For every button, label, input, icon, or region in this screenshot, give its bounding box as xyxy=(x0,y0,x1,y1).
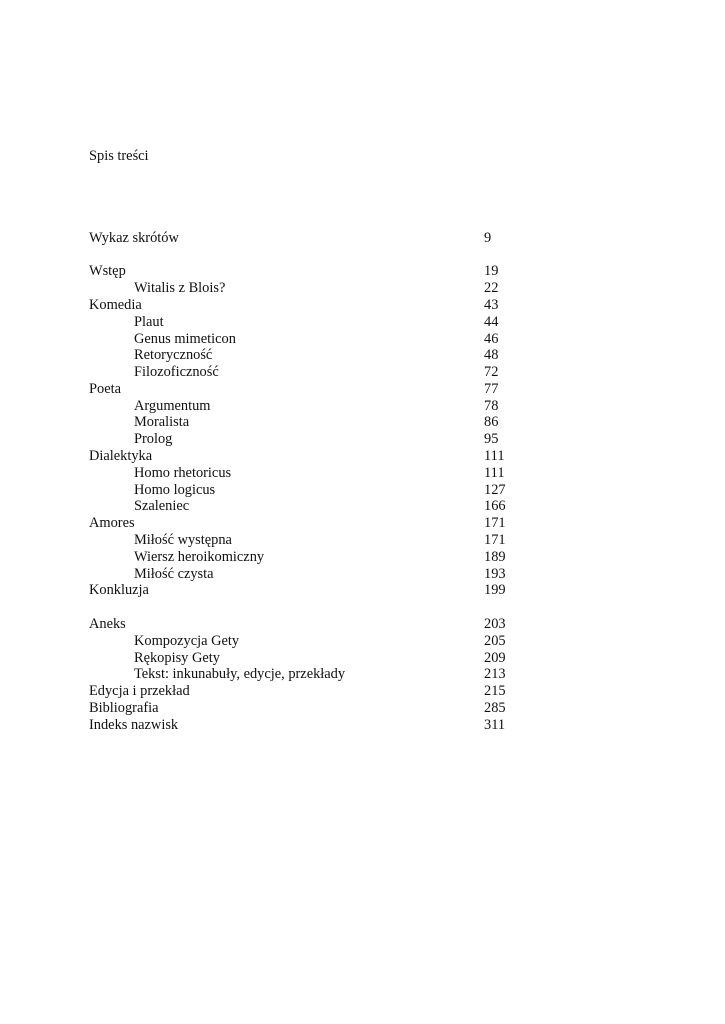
toc-subentry-milosc-czysta xyxy=(0,566,725,583)
toc-entry-label: Konkluzja xyxy=(89,582,149,598)
toc-entry-page: 72 xyxy=(484,364,499,380)
page-title: Spis treści xyxy=(89,148,149,164)
toc-subentry-witalis xyxy=(0,280,725,297)
toc-entry-amores xyxy=(0,515,725,532)
toc-entry-page: 166 xyxy=(484,498,506,514)
toc-subentry-retorycznosc xyxy=(0,347,725,364)
toc-entry-page: 48 xyxy=(484,347,499,363)
toc-entry-label: Szaleniec xyxy=(134,498,190,514)
toc-entry-konkluzja xyxy=(0,582,725,599)
toc-entry-page: 171 xyxy=(484,515,506,531)
toc-entry-poeta xyxy=(0,381,725,398)
toc-entry-page: 111 xyxy=(484,465,505,481)
toc-entry-page: 199 xyxy=(484,582,506,598)
toc-subentry-argumentum xyxy=(0,398,725,415)
toc-subentry-prolog xyxy=(0,431,725,448)
toc-entry-label: Retoryczność xyxy=(134,347,213,363)
toc-entry-page: 311 xyxy=(484,717,506,733)
toc-entry-page: 127 xyxy=(484,482,506,498)
toc-entry-page: 9 xyxy=(484,230,492,246)
toc-entry-label: Witalis z Blois? xyxy=(134,280,226,296)
toc-entry-label: Poeta xyxy=(89,381,121,397)
toc-entry-label: Indeks nazwisk xyxy=(89,717,179,733)
toc-entry-page: 43 xyxy=(484,297,499,313)
toc-entry-label: Prolog xyxy=(134,431,173,447)
toc-entry-page: 111 xyxy=(484,448,505,464)
toc-entry-label: Argumentum xyxy=(134,398,211,414)
toc-subentry-rekopisy-gety xyxy=(0,650,725,667)
toc-subentry-tekst xyxy=(0,666,725,683)
toc-entry-label: Wykaz skrótów xyxy=(89,230,179,246)
toc-entry-page: 215 xyxy=(484,683,506,699)
toc-entry-page: 77 xyxy=(484,381,499,397)
toc-subentry-genus-mimeticon xyxy=(0,331,725,348)
toc-entry-wstep xyxy=(0,263,725,280)
toc-subentry-homo-logicus xyxy=(0,482,725,499)
toc-entry-indeks-nazwisk xyxy=(0,717,725,734)
toc-subentry-szaleniec xyxy=(0,498,725,515)
toc-entry-label: Homo logicus xyxy=(134,482,216,498)
toc-entry-page: 193 xyxy=(484,566,506,582)
toc-entry-label: Wiersz heroikomiczny xyxy=(134,549,265,565)
toc-entry-edycja-i-przeklad xyxy=(0,683,725,700)
toc-entry-label: Komedia xyxy=(89,297,142,313)
toc-entry-label: Kompozycja Gety xyxy=(134,633,240,649)
toc-entry-dialektyka xyxy=(0,448,725,465)
toc-entry-page: 213 xyxy=(484,666,506,682)
toc-entry-page: 205 xyxy=(484,633,506,649)
toc-subentry-filozoficznosc xyxy=(0,364,725,381)
toc-entry-page: 19 xyxy=(484,263,499,279)
toc-entry-page: 22 xyxy=(484,280,499,296)
toc-entry-label: Bibliografia xyxy=(89,700,159,716)
toc-entry-label: Miłość występna xyxy=(134,532,232,548)
toc-entry-bibliografia xyxy=(0,700,725,717)
toc-entry-label: Edycja i przekład xyxy=(89,683,190,699)
toc-subentry-wiersz-heroikomiczny xyxy=(0,549,725,566)
toc-entry-page: 95 xyxy=(484,431,499,447)
toc-subentry-milosc-wystepna xyxy=(0,532,725,549)
toc-entry-wykaz-skrotow xyxy=(0,230,725,247)
toc-subentry-plaut xyxy=(0,314,725,331)
toc-entry-page: 189 xyxy=(484,549,506,565)
toc-entry-label: Miłość czysta xyxy=(134,566,214,582)
toc-entry-page: 44 xyxy=(484,314,499,330)
toc-entry-label: Filozoficzność xyxy=(134,364,219,380)
toc-entry-label: Moralista xyxy=(134,414,190,430)
toc-subentry-kompozycja-gety xyxy=(0,633,725,650)
toc-entry-label: Genus mimeticon xyxy=(134,331,236,347)
toc-entry-label: Wstęp xyxy=(89,263,126,279)
toc-entry-page: 46 xyxy=(484,331,499,347)
toc-entry-page: 78 xyxy=(484,398,499,414)
toc-entry-page: 209 xyxy=(484,650,506,666)
toc-entry-page: 285 xyxy=(484,700,506,716)
toc-entry-page: 171 xyxy=(484,532,506,548)
toc-entry-label: Amores xyxy=(89,515,135,531)
toc-entry-label: Rękopisy Gety xyxy=(134,650,220,666)
toc-entry-label: Dialektyka xyxy=(89,448,153,464)
toc-entry-page: 86 xyxy=(484,414,499,430)
toc-subentry-homo-rhetoricus xyxy=(0,465,725,482)
toc-entry-aneks xyxy=(0,616,725,633)
toc-entry-label: Tekst: inkunabuły, edycje, przekłady xyxy=(134,666,346,682)
toc-entry-page: 203 xyxy=(484,616,506,632)
toc-entry-label: Plaut xyxy=(134,314,164,330)
toc-entry-label: Aneks xyxy=(89,616,126,632)
toc-entry-label: Homo rhetoricus xyxy=(134,465,232,481)
toc-entry-komedia xyxy=(0,297,725,314)
toc-subentry-moralista xyxy=(0,414,725,431)
